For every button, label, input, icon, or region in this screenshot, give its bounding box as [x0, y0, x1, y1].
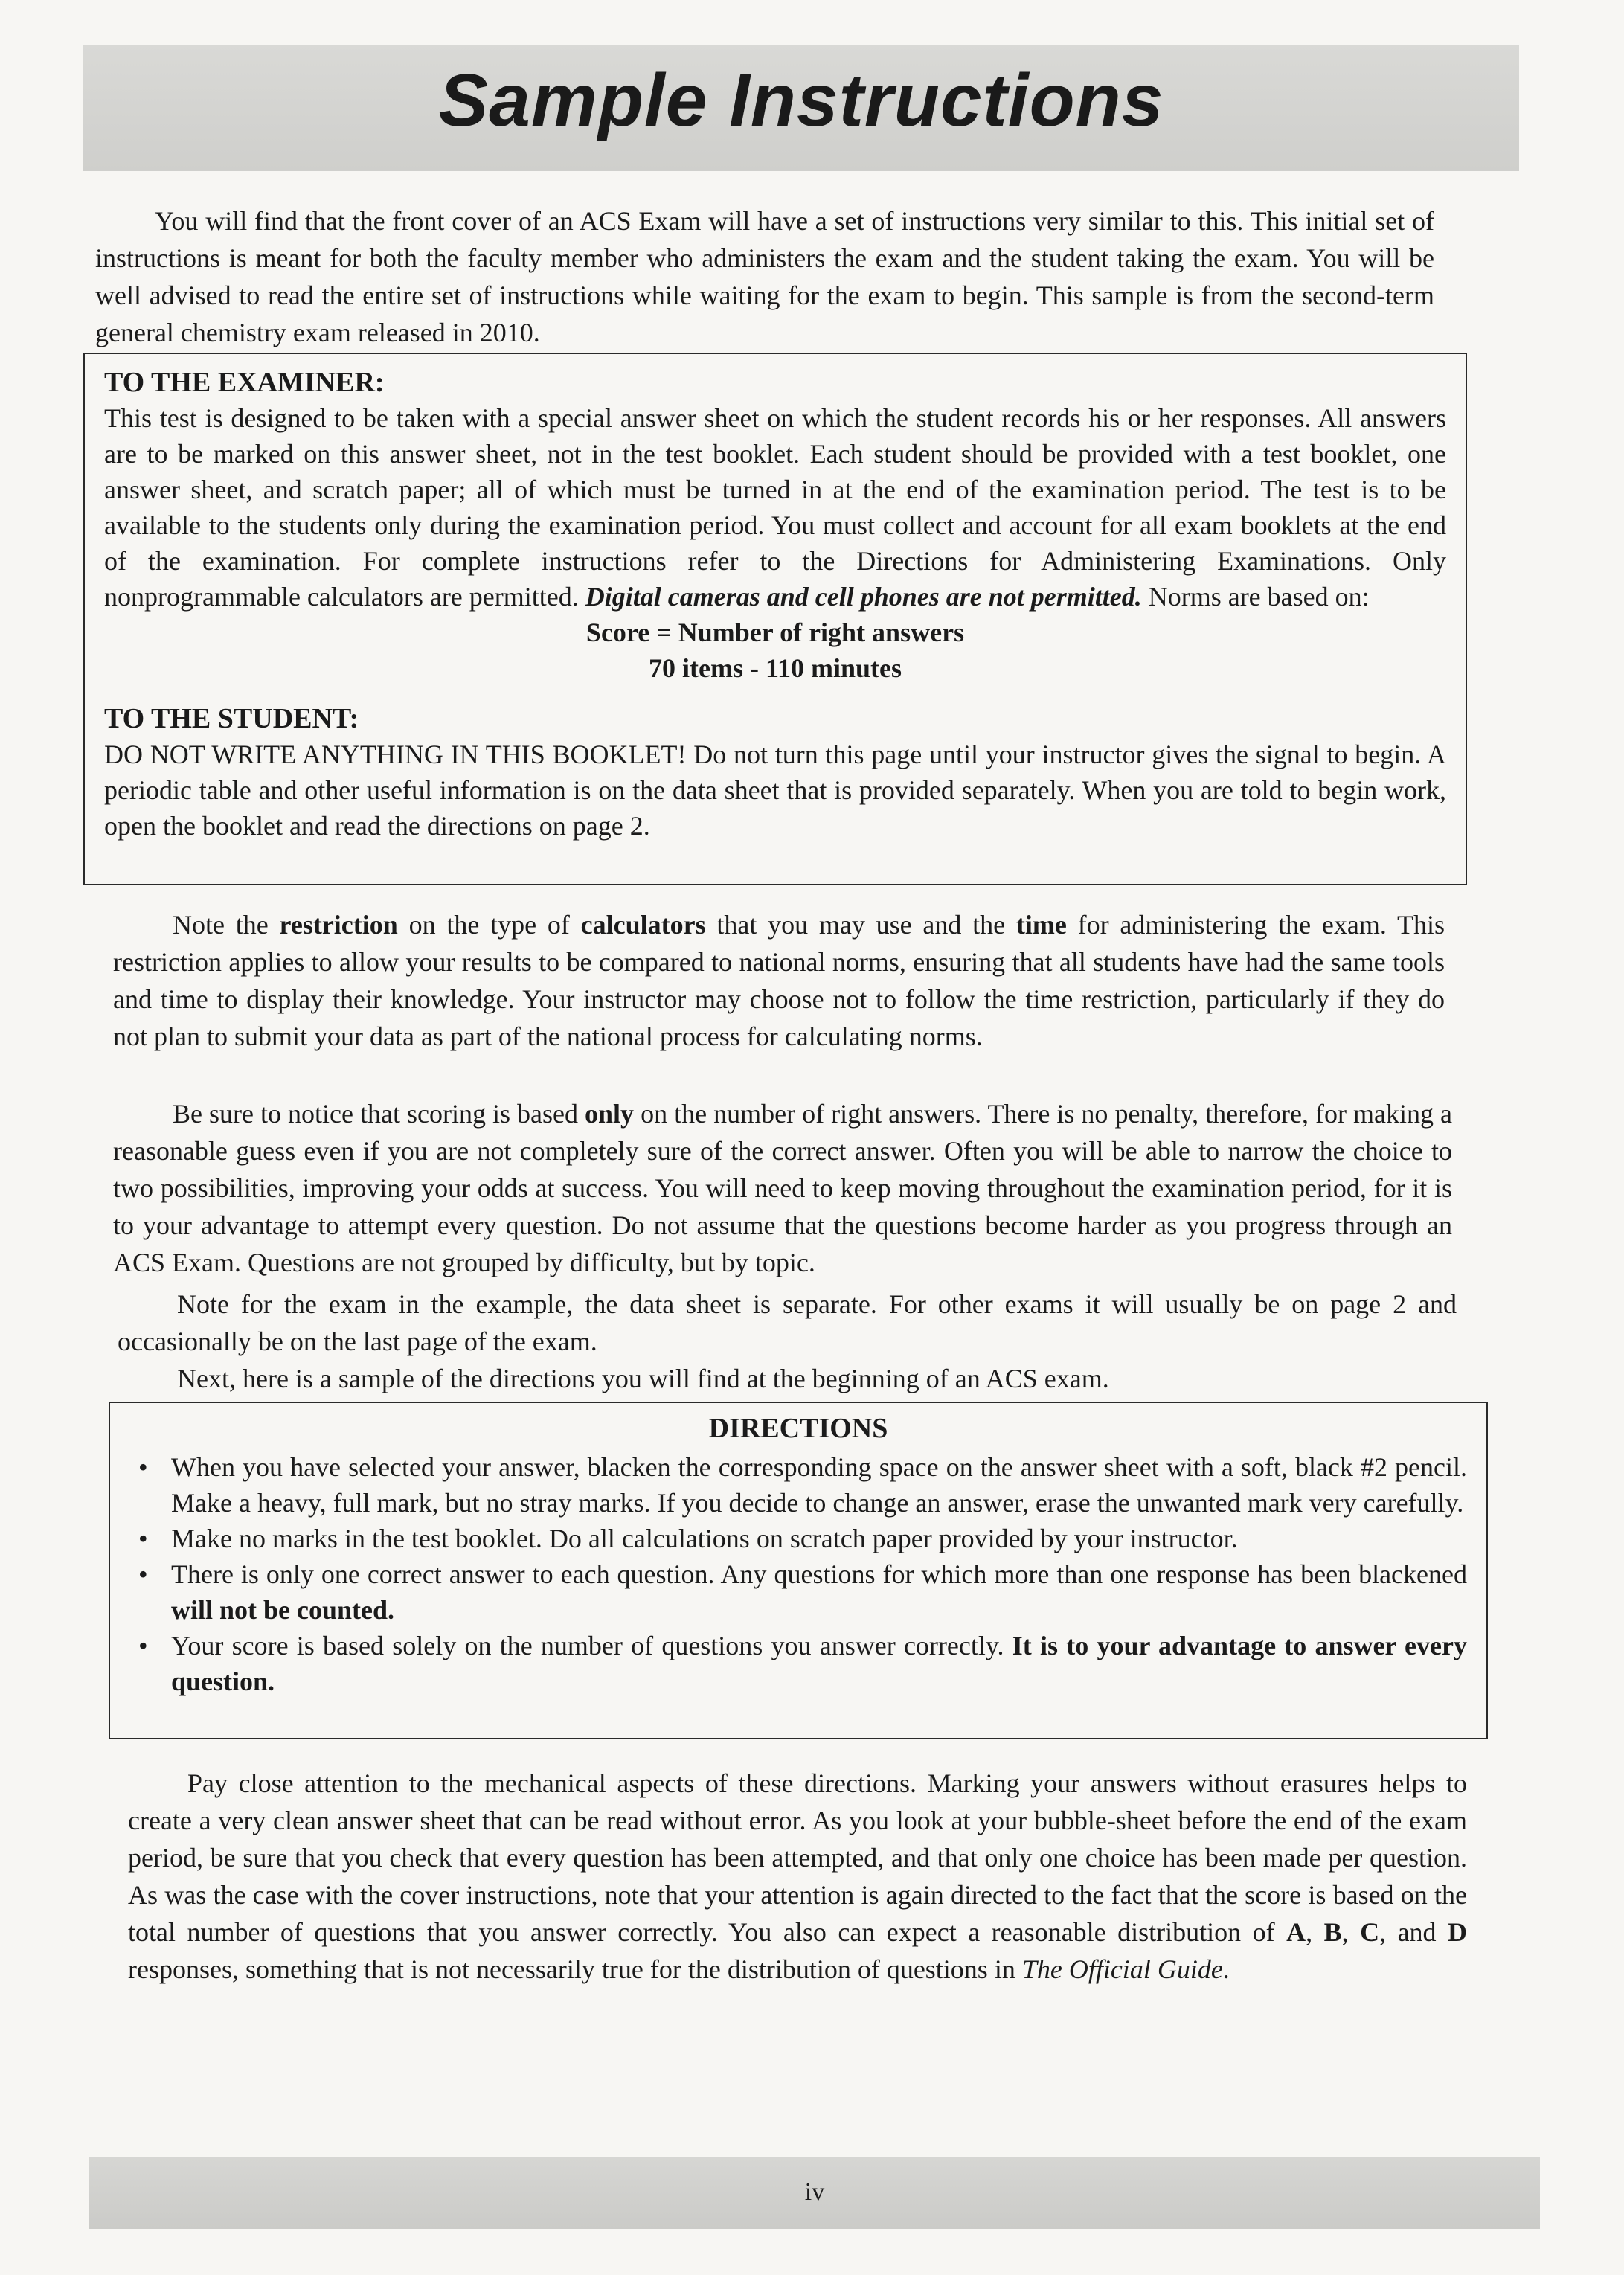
p6-t3: . [1222, 1954, 1230, 1984]
calculator-paragraph [113, 906, 1445, 1055]
p3-t1: Be sure to notice that scoring is based [173, 1099, 585, 1129]
intro-text: You will find that the front cover of an ACS Exam will have a set of instructions very similar to this. This initial set of instructions is meant for both the faculty member who administers the exam and the student taking the exam. You will be well advised to read the entire set of instructions while waiting for the exam to begin. This sample is from the second-term general chemistry exam released in 2010. [95, 206, 1434, 347]
bullet-text: Make no marks in the test booklet. Do all calculations on scratch paper provided by your instructor. [171, 1524, 1238, 1553]
p6-sep: , and [1379, 1917, 1448, 1947]
closing-paragraph [128, 1765, 1467, 1988]
items-line: 70 items - 110 minutes [649, 653, 902, 683]
p3-only: only [585, 1099, 635, 1129]
directions-bullet [129, 1556, 1467, 1628]
directions-bullet [129, 1628, 1467, 1699]
p3-t2: on the number of right answers. There is no penalty, therefore, for making a reasonable guess even if you are not completely sure of the correct answer. Often you will be able to narrow the choice to two possibilities, improving your odds at success. You will need to keep moving throughout the examination period, for it is to your advantage to attempt every question. Do not assume that the questions become harder as you progress through an ACS Exam. Questions are not grouped by difficulty, but by topic. [113, 1099, 1452, 1277]
datasheet-paragraph [118, 1286, 1457, 1360]
p2-time: time [1015, 910, 1067, 940]
footer-band [89, 2157, 1540, 2229]
examiner-body: This test is designed to be taken with a special answer sheet on which the student records his or her responses. All answers are to be marked on this answer sheet, not in the test booklet. Each student should be provided with a test booklet, one answer sheet, and scratch paper; all of which must be turned in at the end of the examination period. The test is to be available to the students only during the examination period. You must collect and account for all exam booklets at the end of the examination. For complete instructions refer to the Directions for Administering Examinations. Only nonprogrammable calculators are permitted. [104, 403, 1446, 612]
directions-heading: DIRECTIONS [708, 1413, 888, 1444]
title-band [83, 45, 1519, 171]
directions-box [109, 1402, 1488, 1739]
p6-sep: , [1341, 1917, 1361, 1947]
p2-t1: Note the [173, 910, 280, 940]
intro-paragraph [95, 202, 1434, 351]
p2-calculators: calculators [580, 910, 706, 940]
bullet-bold: It is to your advantage to answer every question. [171, 1631, 1467, 1696]
student-heading: TO THE STUDENT: [104, 703, 359, 734]
next-paragraph [118, 1360, 1457, 1397]
p6-t1: Pay close attention to the mechanical aspects of these directions. Marking your answers without erasures helps to create a very clean answer sheet that can be read without error. As you look at your bubble-sheet before the end of the exam period, be sure that you check that every question has been attempted, and that only one choice has been made per question. As was the case with the cover instructions, note that your attention is again directed to the fact that the score is based on the total number of questions that you answer correctly. You also can expect a reasonable distribution of [128, 1768, 1467, 1947]
directions-bullet [129, 1521, 1467, 1556]
examiner-heading: TO THE EXAMINER: [104, 367, 385, 398]
p4-text: Note for the exam in the example, the data sheet is separate. For other exams it will usually be on page 2 and occasionally be on the last page of the exam. [118, 1289, 1457, 1356]
page-title: Sample Instructions [438, 59, 1164, 142]
p2-t2: on the type of [397, 910, 581, 940]
bullet-text: Your score is based solely on the number of questions you answer correctly. [171, 1631, 1012, 1660]
score-line: Score = Number of right answers [585, 617, 965, 647]
p6-official-guide: The Official Guide [1021, 1954, 1223, 1984]
bullet-text: When you have selected your answer, blacken the corresponding space on the answer sheet with a soft, black #2 pencil. Make a heavy, full mark, but no stray marks. If you decide to change an answer, erase the unwanted mark very carefully. [171, 1452, 1467, 1518]
examiner-norms: Norms are based on: [1148, 582, 1370, 612]
directions-list [129, 1449, 1467, 1699]
examiner-emphasis: Digital cameras and cell phones are not permitted. [585, 582, 1142, 612]
p6-a: A [1286, 1917, 1306, 1947]
bullet-bold: will not be counted. [171, 1595, 395, 1625]
student-text: DO NOT WRITE ANYTHING IN THIS BOOKLET! Do not turn this page until your instructor gives the signal to begin. A periodic table and other useful information is on the data sheet that is provided separately. When you are told to begin work, open the booklet and read the directions on page 2. [104, 739, 1446, 841]
scoring-paragraph [113, 1095, 1452, 1281]
p2-restriction: restriction [279, 910, 398, 940]
p6-d: D [1448, 1917, 1468, 1947]
cover-instructions-box [83, 353, 1467, 885]
p6-b: B [1323, 1917, 1342, 1947]
p2-t4: for administering the exam. This restriction applies to allow your results to be compared to national norms, ensuring that all students have had the same tools and time to display their knowledge. Your instructor may choose not to follow the time restriction, particularly if they do not plan to submit your data as part of the national process for calculating norms. [113, 910, 1445, 1051]
bullet-text: There is only one correct answer to each question. Any questions for which more than one response has been blackened [171, 1559, 1467, 1589]
p6-sep: , [1306, 1917, 1324, 1947]
examiner-text [104, 400, 1446, 615]
directions-bullet [129, 1449, 1467, 1521]
page-number: iv [804, 2178, 825, 2206]
p6-t2: responses, something that is not necessarily true for the distribution of questions in [128, 1954, 1022, 1984]
p5-text: Next, here is a sample of the directions you will find at the beginning of an ACS exam. [177, 1364, 1109, 1393]
p6-c: C [1360, 1917, 1380, 1947]
p2-t3: that you may use and the [705, 910, 1016, 940]
